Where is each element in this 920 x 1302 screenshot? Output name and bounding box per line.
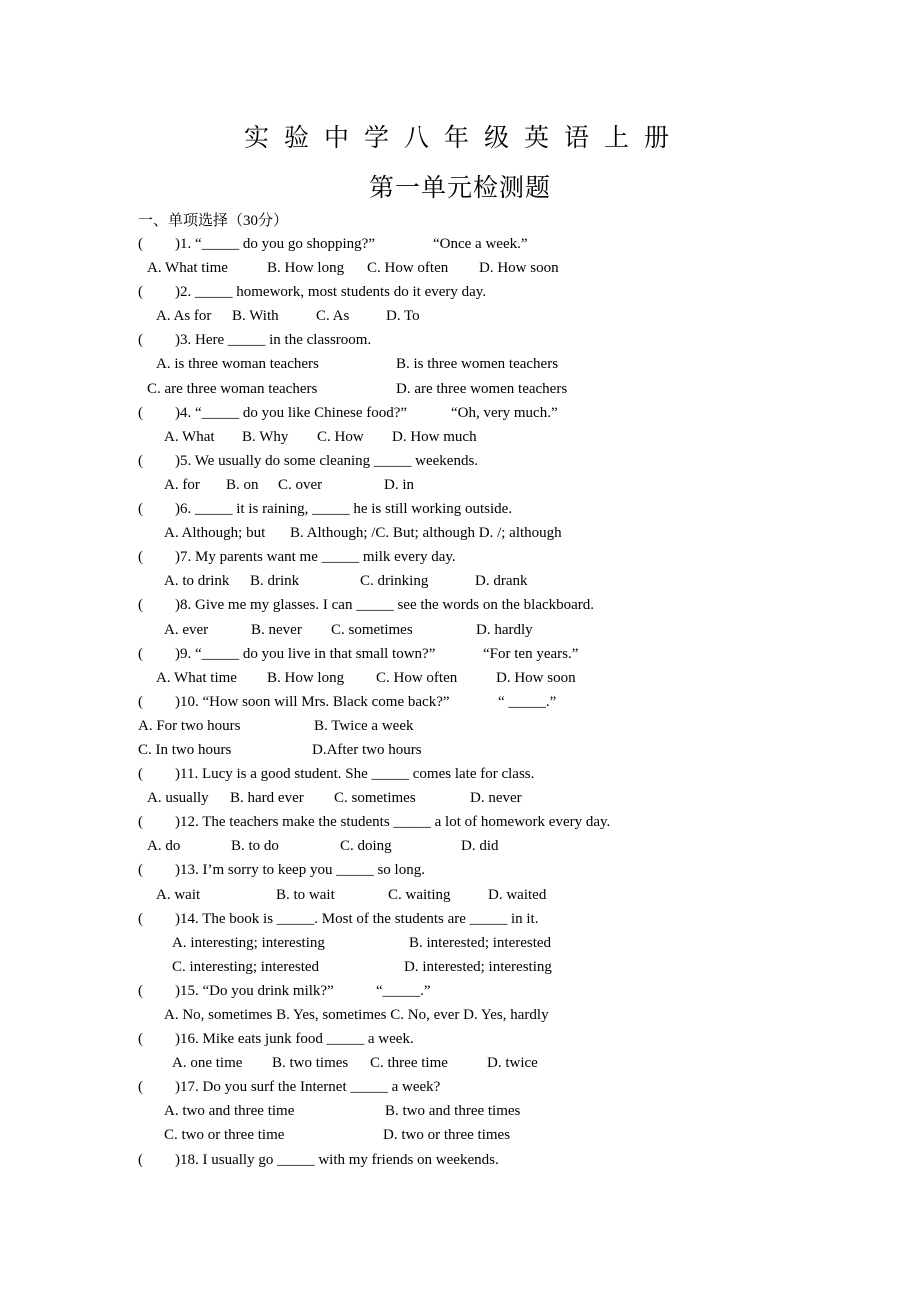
line-text: B. drink — [250, 573, 300, 590]
line-text: ( — [138, 332, 143, 349]
question-line — [0, 618, 920, 642]
question-line — [0, 690, 920, 714]
question-line — [0, 569, 920, 593]
line-text: A. for — [164, 476, 200, 493]
line-text: A. two and three time — [164, 1103, 295, 1120]
line-text: D. two or three times — [383, 1127, 511, 1144]
line-text: )1. “_____ do you go shopping?” — [175, 236, 375, 252]
question-line — [0, 714, 920, 738]
question-line — [0, 1003, 920, 1027]
line-text: A. usually — [147, 790, 209, 807]
line-text: A. For two hours — [138, 717, 241, 734]
line-text: A. As for — [156, 308, 212, 325]
line-text: ( — [138, 549, 143, 566]
line-text: ( — [138, 236, 143, 252]
line-text: C. sometimes — [334, 790, 416, 807]
question-line — [0, 377, 920, 401]
question-line — [0, 931, 920, 955]
line-text: )6. _____ it is raining, _____ he is still working outside. — [175, 501, 513, 518]
question-line — [0, 979, 920, 1003]
question-line — [0, 1051, 920, 1075]
line-text: D.After two hours — [312, 741, 422, 758]
question-line — [0, 593, 920, 617]
line-text: B. Twice a week — [314, 717, 414, 734]
line-text: )10. “How soon will Mrs. Black come back?” — [175, 693, 450, 710]
page-subtitle: 第一单元检测题 — [368, 175, 551, 202]
question-line — [0, 449, 920, 473]
line-text: B. hard ever — [230, 790, 304, 807]
line-text: )12. The teachers make the students _____ a lot of homework every day. — [175, 814, 611, 831]
line-text: )18. I usually go _____ with my friends on weekends. — [175, 1151, 499, 1168]
page-title: 实验中学八年级英语上册 — [243, 125, 684, 152]
question-line — [0, 907, 920, 931]
line-text: C. two or three time — [164, 1127, 285, 1144]
line-text: )9. “_____ do you live in that small town?” — [175, 645, 436, 662]
question-line — [0, 352, 920, 376]
line-text: )2. _____ homework, most students do it every day. — [175, 284, 487, 301]
question-line — [0, 1099, 920, 1123]
question-line — [0, 1148, 920, 1172]
line-text: B. How long — [267, 669, 345, 686]
line-text: ( — [138, 1151, 143, 1168]
line-text: ( — [138, 766, 143, 783]
question-line — [0, 304, 920, 328]
question-line — [0, 1123, 920, 1147]
line-text: C. doing — [340, 838, 392, 855]
line-text: ( — [138, 1079, 143, 1096]
line-text: B. on — [226, 476, 259, 493]
line-text: A. is three woman teachers — [156, 356, 319, 373]
section-heading: 一、单项选择（30分） — [138, 213, 289, 229]
line-text: C. three time — [370, 1055, 448, 1072]
question-line — [0, 280, 920, 304]
line-text: C. How often — [376, 669, 458, 686]
line-text: D. in — [384, 476, 414, 493]
line-text: D. interested; interesting — [404, 958, 552, 975]
line-text: A. What time — [147, 260, 228, 277]
line-text: ( — [138, 645, 143, 662]
question-line — [0, 232, 920, 256]
line-text: D. waited — [488, 886, 547, 903]
line-text: ( — [138, 693, 143, 710]
line-text: D. twice — [487, 1055, 538, 1072]
line-text: )13. I’m sorry to keep you _____ so long. — [175, 862, 425, 879]
question-list — [0, 232, 920, 1172]
question-line — [0, 521, 920, 545]
question-line — [0, 256, 920, 280]
question-line — [0, 1027, 920, 1051]
line-text: ( — [138, 452, 143, 469]
line-text: ( — [138, 404, 143, 421]
line-text: B. Although; /C. But; although D. /; although — [290, 525, 562, 542]
line-text: ( — [138, 501, 143, 518]
question-line — [0, 834, 920, 858]
line-text: C. are three woman teachers — [147, 380, 318, 397]
line-text: B. Why — [242, 428, 289, 445]
line-text: C. As — [316, 308, 350, 325]
question-line — [0, 497, 920, 521]
line-text: B. How long — [267, 260, 345, 277]
line-text: )14. The book is _____. Most of the students are _____ in it. — [175, 910, 539, 927]
line-text: )7. My parents want me _____ milk every day. — [175, 549, 456, 566]
question-line — [0, 401, 920, 425]
line-text: “Once a week.” — [433, 236, 528, 252]
line-text: “ _____.” — [498, 693, 557, 710]
line-text: A. No, sometimes B. Yes, sometimes C. No, ever D. Yes, hardly — [164, 1007, 549, 1023]
line-text: A. What time — [156, 669, 237, 686]
line-text: B. With — [232, 308, 279, 325]
line-text: D. hardly — [476, 621, 533, 638]
line-text: ( — [138, 814, 143, 831]
line-text: A. interesting; interesting — [172, 934, 325, 951]
line-text: D. How soon — [496, 669, 576, 686]
line-text: D. drank — [475, 573, 528, 590]
question-line — [0, 858, 920, 882]
line-text: )16. Mike eats junk food _____ a week. — [175, 1031, 414, 1048]
line-text: D. How much — [392, 428, 477, 445]
line-text: )15. “Do you drink milk?” — [175, 982, 334, 999]
line-text: B. two times — [272, 1055, 349, 1072]
line-text: ( — [138, 862, 143, 879]
line-text: B. never — [251, 621, 302, 638]
question-line — [0, 473, 920, 497]
line-text: B. interested; interested — [409, 934, 552, 951]
line-text: )3. Here _____ in the classroom. — [175, 332, 372, 349]
question-line — [0, 425, 920, 449]
question-line — [0, 762, 920, 786]
line-text: D. did — [461, 838, 499, 855]
line-text: )17. Do you surf the Internet _____ a week? — [175, 1079, 441, 1096]
line-text: C. waiting — [388, 886, 451, 903]
line-text: A. to drink — [164, 573, 230, 590]
line-text: D. How soon — [479, 260, 559, 277]
question-line — [0, 1075, 920, 1099]
line-text: C. In two hours — [138, 741, 232, 758]
line-text: “_____.” — [376, 982, 431, 999]
line-text: C. over — [278, 476, 323, 493]
question-line — [0, 883, 920, 907]
line-text: D. To — [386, 308, 420, 325]
line-text: D. are three women teachers — [396, 380, 568, 397]
question-line — [0, 786, 920, 810]
question-line — [0, 642, 920, 666]
question-line — [0, 328, 920, 352]
line-text: A. ever — [164, 621, 209, 638]
line-text: A. one time — [172, 1055, 243, 1072]
line-text: B. to do — [231, 838, 279, 855]
line-text: ( — [138, 982, 143, 999]
question-line — [0, 738, 920, 762]
line-text: A. What — [164, 428, 215, 445]
line-text: ( — [138, 597, 143, 614]
line-text: D. never — [470, 790, 522, 807]
question-line — [0, 955, 920, 979]
line-text: C. sometimes — [331, 621, 413, 638]
line-text: C. How often — [367, 260, 449, 277]
question-line — [0, 810, 920, 834]
line-text: ( — [138, 284, 143, 301]
line-text: C. drinking — [360, 573, 429, 590]
line-text: )8. Give me my glasses. I can _____ see the words on the blackboard. — [175, 597, 595, 614]
line-text: B. two and three times — [385, 1103, 521, 1120]
line-text: B. is three women teachers — [396, 356, 559, 373]
line-text: C. interesting; interested — [172, 958, 320, 975]
line-text: B. to wait — [276, 886, 335, 903]
line-text: ( — [138, 910, 143, 927]
line-text: A. do — [147, 838, 181, 855]
question-line — [0, 666, 920, 690]
line-text: A. wait — [156, 886, 201, 903]
line-text: “For ten years.” — [483, 645, 579, 662]
line-text: )5. We usually do some cleaning _____ weekends. — [175, 452, 479, 469]
line-text: )11. Lucy is a good student. She _____ comes late for class. — [175, 766, 535, 783]
question-line — [0, 545, 920, 569]
line-text: ( — [138, 1031, 143, 1048]
line-text: A. Although; but — [164, 525, 266, 542]
line-text: “Oh, very much.” — [451, 404, 558, 421]
line-text: )4. “_____ do you like Chinese food?” — [175, 404, 408, 421]
line-text: C. How — [317, 428, 364, 445]
